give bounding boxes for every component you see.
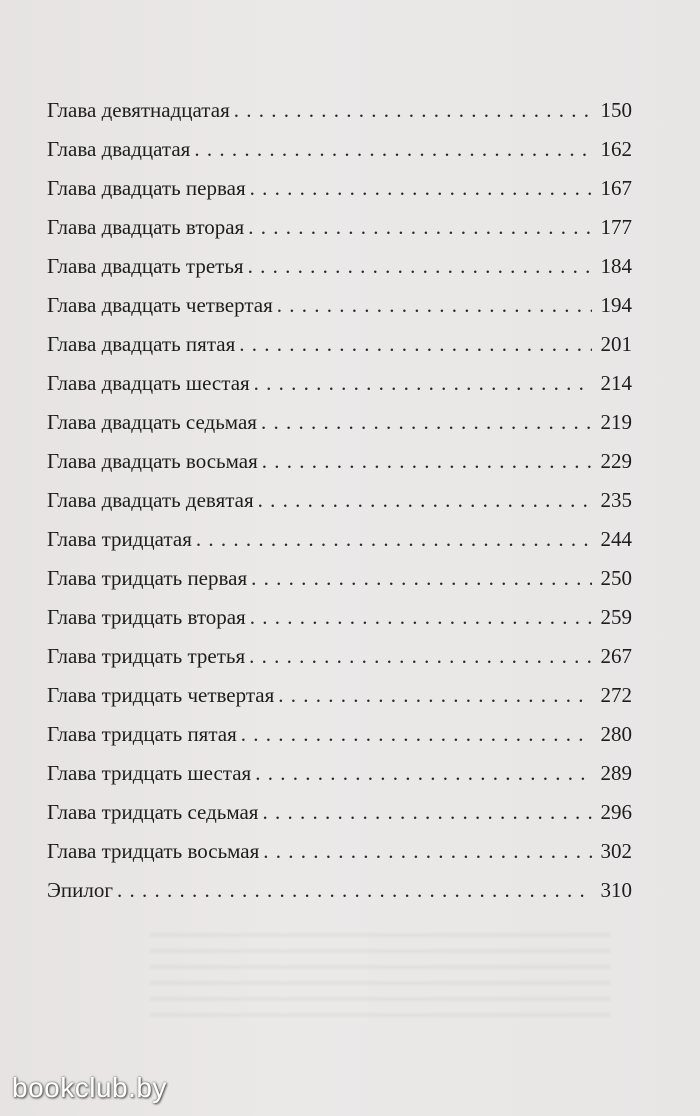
toc-entry: [47, 251, 632, 290]
toc-entry-title: Глава двадцать вторая: [47, 215, 245, 239]
dot-leader: [262, 446, 592, 476]
toc-entry: [47, 212, 632, 251]
toc-entry-page: 219: [600, 410, 632, 434]
toc-entry-page: 259: [600, 605, 632, 629]
toc-entry-page: 296: [600, 800, 632, 824]
toc-entry-page: 244: [600, 527, 632, 551]
dot-leader: [234, 95, 592, 125]
toc-entry-title: Глава девятнадцатая: [47, 98, 230, 122]
toc-entry: [47, 563, 632, 602]
toc-entry-title: Глава двадцать девятая: [47, 488, 254, 512]
dot-leader: [262, 797, 592, 827]
toc-entry-page: 184: [600, 254, 632, 278]
toc-entry-page: 167: [600, 176, 632, 200]
toc-entry-title: Глава тридцать шестая: [47, 761, 252, 785]
toc-entry-title: Глава двадцатая: [47, 137, 191, 161]
toc-entry: [47, 95, 632, 134]
toc-entry-title: Глава двадцать третья: [47, 254, 244, 278]
dot-leader: [254, 368, 592, 398]
dot-leader: [258, 485, 592, 515]
toc-entry-page: 177: [600, 215, 632, 239]
toc-entry-page: 302: [600, 839, 632, 863]
toc-entry-page: 280: [600, 722, 632, 746]
table-of-contents: [47, 95, 632, 914]
toc-entry-title: Эпилог: [47, 878, 113, 902]
dot-leader: [251, 563, 592, 593]
toc-entry-title: Глава тридцать седьмая: [47, 800, 259, 824]
toc-entry-title: Глава двадцать седьмая: [47, 410, 257, 434]
toc-entry: [47, 719, 632, 758]
toc-entry: [47, 407, 632, 446]
toc-entry-title: Глава тридцать пятая: [47, 722, 237, 746]
toc-entry-page: 289: [600, 761, 632, 785]
toc-entry: [47, 758, 632, 797]
toc-entry-page: 267: [600, 644, 632, 668]
dot-leader: [250, 602, 592, 632]
toc-entry: [47, 641, 632, 680]
dot-leader: [261, 407, 592, 437]
dot-leader: [248, 251, 592, 281]
toc-entry-page: 250: [600, 566, 632, 590]
dot-leader: [117, 875, 592, 905]
dot-leader: [239, 329, 592, 359]
toc-entry: [47, 368, 632, 407]
watermark-text: bookclub.by: [12, 1072, 167, 1103]
toc-entry: [47, 446, 632, 485]
toc-entry-title: Глава двадцать четвертая: [47, 293, 273, 317]
dot-leader: [255, 758, 592, 788]
toc-entry-title: Глава двадцать шестая: [47, 371, 250, 395]
dot-leader: [241, 719, 592, 749]
toc-entry-page: 194: [600, 293, 632, 317]
toc-entry-title: Глава тридцать восьмая: [47, 839, 260, 863]
toc-entry: [47, 797, 632, 836]
toc-entry: [47, 836, 632, 875]
dot-leader: [277, 290, 592, 320]
dot-leader: [250, 173, 592, 203]
toc-entry: [47, 485, 632, 524]
toc-entry-title: Глава тридцать первая: [47, 566, 248, 590]
toc-entry-page: 162: [600, 137, 632, 161]
toc-entry-epilogue: [47, 875, 632, 914]
toc-entry-page: 272: [600, 683, 632, 707]
toc-entry-title: Глава тридцать четвертая: [47, 683, 275, 707]
toc-entry: [47, 290, 632, 329]
toc-entry-page: 201: [600, 332, 632, 356]
toc-entry-page: 214: [600, 371, 632, 395]
toc-entry: [47, 602, 632, 641]
toc-entry-title: Глава двадцать восьмая: [47, 449, 258, 473]
dot-leader: [249, 641, 592, 671]
dot-leader: [248, 212, 592, 242]
toc-entry: [47, 680, 632, 719]
toc-entry: [47, 134, 632, 173]
toc-entry-title: Глава тридцать вторая: [47, 605, 246, 629]
dot-leader: [196, 524, 592, 554]
toc-entry-page: 235: [600, 488, 632, 512]
toc-entry: [47, 524, 632, 563]
dot-leader: [194, 134, 592, 164]
toc-entry-page: 150: [600, 98, 632, 122]
toc-entry-title: Глава двадцать первая: [47, 176, 246, 200]
show-through-text: [150, 920, 610, 1030]
toc-entry: [47, 329, 632, 368]
toc-entry-title: Глава тридцать третья: [47, 644, 246, 668]
dot-leader: [278, 680, 592, 710]
toc-entry-page: 229: [600, 449, 632, 473]
toc-entry: [47, 173, 632, 212]
toc-entry-page: 310: [600, 878, 632, 902]
dot-leader: [263, 836, 592, 866]
toc-entry-title: Глава тридцатая: [47, 527, 192, 551]
toc-entry-title: Глава двадцать пятая: [47, 332, 236, 356]
